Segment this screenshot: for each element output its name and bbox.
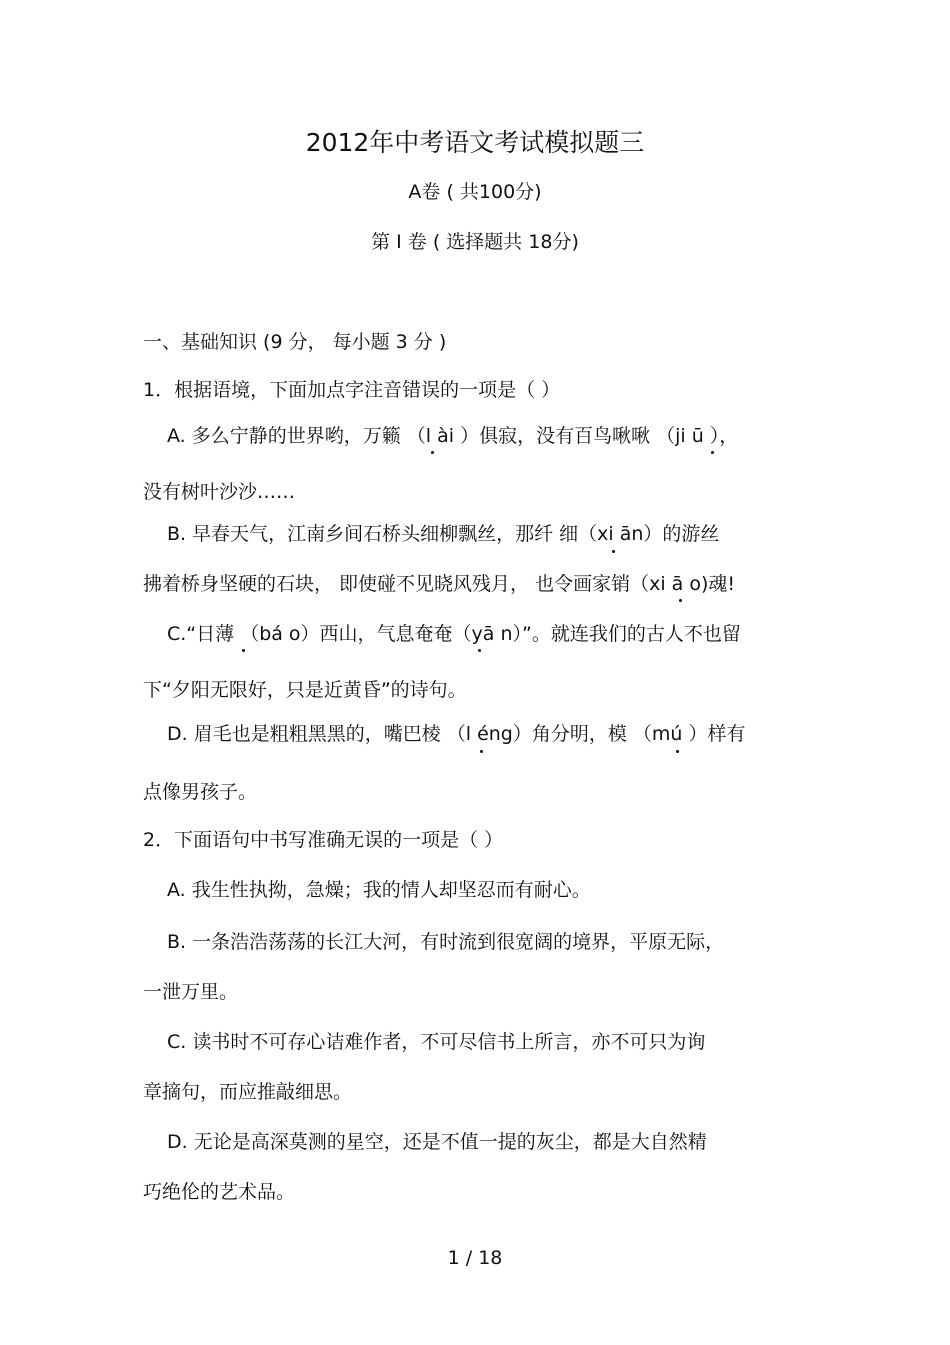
question-1-option-b-cont: 拂着桥身坚硬的石块， 即使碰不见晓风残月， 也令画家销（xi ā o)魂! xyxy=(143,573,735,595)
emphasis-dot xyxy=(612,550,615,553)
volume-a-subtitle: A卷 ( 共100分) xyxy=(408,181,542,203)
question-1-option-c: C.“日薄 （bá o）西山，气息奄奄（yā n）”。就连我们的古人不也留 xyxy=(167,623,741,645)
question-2-option-d: D. 无论是高深莫测的星空，还是不值一提的灰尘，都是大自然精 xyxy=(167,1131,707,1153)
section-heading: 一、基础知识 (9 分， 每小题 3 分 ) xyxy=(143,331,447,353)
question-1-option-b: B. 早春天气，江南乡间石桥头细柳飘丝，那纤 细（xi ān）的游丝 xyxy=(167,523,720,545)
question-1-option-a-cont: 没有树叶沙沙…… xyxy=(143,481,296,503)
question-1-stem: 1．根据语境，下面加点字注音错误的一项是（ ） xyxy=(143,379,561,401)
emphasis-dot xyxy=(480,750,483,753)
emphasis-dot xyxy=(242,649,245,652)
page-title: 2012年中考语文考试模拟题三 xyxy=(305,128,645,157)
question-1-option-c-cont: 下“夕阳无限好，只是近黄昏”的诗句。 xyxy=(143,679,467,701)
emphasis-dot xyxy=(711,451,714,454)
volume-i-subtitle: 第 I 卷 ( 选择题共 18分) xyxy=(371,231,579,253)
emphasis-dot xyxy=(431,451,434,454)
question-2-option-d-cont: 巧绝伦的艺术品。 xyxy=(143,1181,296,1203)
emphasis-dot xyxy=(478,649,481,652)
question-1-option-d: D. 眉毛也是粗粗黑黑的，嘴巴棱 （l éng）角分明，模 （mú ）样有 xyxy=(167,723,746,745)
page-number: 1 / 18 xyxy=(447,1247,503,1269)
question-2-option-c-cont: 章摘句，而应推敲细思。 xyxy=(143,1081,353,1103)
question-2-option-c: C. 读书时不可存心诘难作者，不可尽信书上所言，亦不可只为询 xyxy=(167,1031,706,1053)
emphasis-dot xyxy=(679,599,682,602)
question-2-option-a: A. 我生性执拗，急燥；我的情人却坚忍而有耐心。 xyxy=(167,879,591,901)
question-1-option-d-cont: 点像男孩子。 xyxy=(143,781,258,803)
question-2-option-b: B. 一条浩浩荡荡的长江大河，有时流到很宽阔的境界，平原无际， xyxy=(167,931,725,953)
question-2-stem: 2．下面语句中书写准确无误的一项是（ ） xyxy=(143,829,504,851)
question-1-option-a: A. 多么宁静的世界哟，万籁 （l ài ）俱寂，没有百鸟啾啾 （ji ū ）， xyxy=(167,425,739,447)
emphasis-dot xyxy=(676,750,679,753)
question-2-option-b-cont: 一泄万里。 xyxy=(143,981,239,1003)
